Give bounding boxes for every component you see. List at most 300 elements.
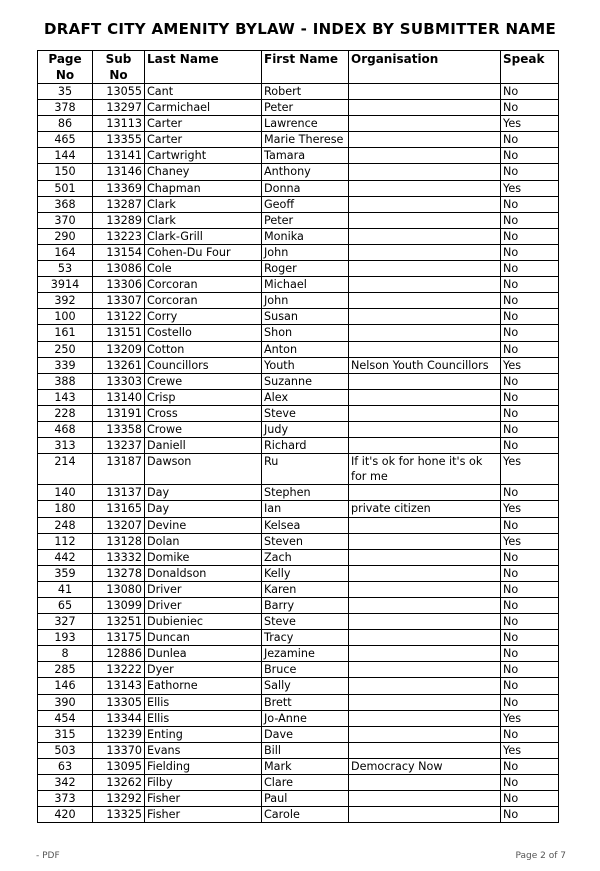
cell-organisation [349, 148, 501, 164]
cell-sub-no: 13325 [93, 807, 145, 823]
cell-page-no: 368 [38, 196, 93, 212]
cell-speak: No [501, 309, 559, 325]
cell-speak: Yes [501, 501, 559, 517]
table-row [38, 373, 559, 389]
table-row [38, 164, 559, 180]
cell-speak: No [501, 84, 559, 100]
cell-last-name: Dyer [145, 662, 262, 678]
cell-page-no: 388 [38, 373, 93, 389]
cell-last-name: Dawson [145, 454, 262, 485]
cell-page-no: 144 [38, 148, 93, 164]
cell-page-no: 100 [38, 309, 93, 325]
cell-first-name: Clare [262, 775, 349, 791]
cell-organisation [349, 581, 501, 597]
cell-page-no: 180 [38, 501, 93, 517]
cell-organisation [349, 694, 501, 710]
cell-sub-no: 13289 [93, 212, 145, 228]
cell-page-no: 8 [38, 646, 93, 662]
cell-speak: No [501, 132, 559, 148]
page-title: DRAFT CITY AMENITY BYLAW - INDEX BY SUBMITTER NAME [43, 20, 557, 38]
cell-first-name: Lawrence [262, 116, 349, 132]
cell-sub-no: 13297 [93, 100, 145, 116]
cell-page-no: 250 [38, 341, 93, 357]
cell-first-name: Sally [262, 678, 349, 694]
cell-last-name: Cant [145, 84, 262, 100]
cell-sub-no: 13113 [93, 116, 145, 132]
cell-page-no: 228 [38, 405, 93, 421]
cell-last-name: Clark-Grill [145, 228, 262, 244]
table-row [38, 565, 559, 581]
cell-first-name: Judy [262, 421, 349, 437]
cell-first-name: Paul [262, 791, 349, 807]
table-row [38, 132, 559, 148]
cell-organisation [349, 646, 501, 662]
cell-page-no: 342 [38, 775, 93, 791]
cell-first-name: Roger [262, 261, 349, 277]
header-last-name: Last Name [145, 51, 262, 84]
cell-page-no: 454 [38, 710, 93, 726]
cell-speak: No [501, 791, 559, 807]
cell-organisation [349, 84, 501, 100]
table-row [38, 710, 559, 726]
cell-last-name: Day [145, 485, 262, 501]
cell-last-name: Costello [145, 325, 262, 341]
cell-speak: No [501, 405, 559, 421]
cell-last-name: Enting [145, 726, 262, 742]
cell-sub-no: 13307 [93, 293, 145, 309]
cell-first-name: Anthony [262, 164, 349, 180]
cell-organisation [349, 742, 501, 758]
cell-page-no: 370 [38, 212, 93, 228]
cell-sub-no: 13237 [93, 438, 145, 454]
cell-page-no: 86 [38, 116, 93, 132]
cell-organisation [349, 533, 501, 549]
cell-organisation [349, 485, 501, 501]
cell-page-no: 193 [38, 630, 93, 646]
header-speak: Speak [501, 51, 559, 84]
cell-organisation [349, 293, 501, 309]
cell-sub-no: 13137 [93, 485, 145, 501]
cell-organisation [349, 791, 501, 807]
cell-sub-no: 13099 [93, 598, 145, 614]
cell-organisation: Democracy Now [349, 758, 501, 774]
cell-last-name: Ellis [145, 694, 262, 710]
cell-page-no: 290 [38, 228, 93, 244]
cell-last-name: Driver [145, 598, 262, 614]
cell-speak: No [501, 662, 559, 678]
cell-speak: No [501, 325, 559, 341]
cell-last-name: Cohen-Du Four [145, 244, 262, 260]
table-row [38, 581, 559, 597]
cell-speak: No [501, 438, 559, 454]
cell-first-name: Shon [262, 325, 349, 341]
cell-sub-no: 13175 [93, 630, 145, 646]
cell-organisation [349, 132, 501, 148]
cell-sub-no: 13303 [93, 373, 145, 389]
cell-page-no: 35 [38, 84, 93, 100]
cell-last-name: Cole [145, 261, 262, 277]
table-row [38, 389, 559, 405]
cell-last-name: Driver [145, 581, 262, 597]
cell-organisation [349, 180, 501, 196]
cell-page-no: 390 [38, 694, 93, 710]
cell-first-name: John [262, 293, 349, 309]
cell-last-name: Day [145, 501, 262, 517]
cell-page-no: 146 [38, 678, 93, 694]
table-header-row [38, 51, 559, 84]
cell-last-name: Devine [145, 517, 262, 533]
cell-first-name: Geoff [262, 196, 349, 212]
cell-last-name: Fielding [145, 758, 262, 774]
cell-page-no: 65 [38, 598, 93, 614]
cell-organisation [349, 438, 501, 454]
table-body [38, 84, 559, 823]
cell-last-name: Carter [145, 132, 262, 148]
cell-first-name: Donna [262, 180, 349, 196]
cell-last-name: Corcoran [145, 293, 262, 309]
cell-last-name: Crowe [145, 421, 262, 437]
cell-sub-no: 13207 [93, 517, 145, 533]
cell-page-no: 285 [38, 662, 93, 678]
cell-last-name: Filby [145, 775, 262, 791]
table-row [38, 261, 559, 277]
cell-sub-no: 13151 [93, 325, 145, 341]
cell-speak: Yes [501, 180, 559, 196]
cell-first-name: Jezamine [262, 646, 349, 662]
cell-sub-no: 13223 [93, 228, 145, 244]
cell-organisation [349, 614, 501, 630]
cell-first-name: Richard [262, 438, 349, 454]
cell-page-no: 465 [38, 132, 93, 148]
table-row [38, 100, 559, 116]
cell-page-no: 41 [38, 581, 93, 597]
cell-sub-no: 13358 [93, 421, 145, 437]
cell-page-no: 63 [38, 758, 93, 774]
table-row [38, 454, 559, 485]
cell-last-name: Councillors [145, 357, 262, 373]
cell-sub-no: 13165 [93, 501, 145, 517]
table-row [38, 678, 559, 694]
cell-sub-no: 13086 [93, 261, 145, 277]
cell-last-name: Crewe [145, 373, 262, 389]
cell-last-name: Crisp [145, 389, 262, 405]
cell-organisation [349, 565, 501, 581]
cell-organisation: Nelson Youth Councillors [349, 357, 501, 373]
cell-first-name: Suzanne [262, 373, 349, 389]
cell-first-name: Monika [262, 228, 349, 244]
cell-sub-no: 13306 [93, 277, 145, 293]
cell-first-name: Barry [262, 598, 349, 614]
table-row [38, 791, 559, 807]
table-row [38, 421, 559, 437]
cell-page-no: 214 [38, 454, 93, 485]
table-row [38, 438, 559, 454]
cell-page-no: 112 [38, 533, 93, 549]
cell-speak: No [501, 341, 559, 357]
cell-organisation [349, 196, 501, 212]
cell-last-name: Duncan [145, 630, 262, 646]
table-row [38, 212, 559, 228]
cell-page-no: 420 [38, 807, 93, 823]
cell-first-name: Dave [262, 726, 349, 742]
cell-sub-no: 13222 [93, 662, 145, 678]
cell-page-no: 315 [38, 726, 93, 742]
cell-sub-no: 13095 [93, 758, 145, 774]
cell-sub-no: 13146 [93, 164, 145, 180]
cell-first-name: Mark [262, 758, 349, 774]
cell-speak: Yes [501, 357, 559, 373]
cell-last-name: Fisher [145, 791, 262, 807]
cell-organisation [349, 244, 501, 260]
table-row [38, 533, 559, 549]
cell-speak: No [501, 630, 559, 646]
cell-speak: Yes [501, 454, 559, 485]
cell-first-name: Steve [262, 614, 349, 630]
cell-organisation [349, 421, 501, 437]
cell-speak: No [501, 758, 559, 774]
table-row [38, 517, 559, 533]
cell-sub-no: 13292 [93, 791, 145, 807]
cell-page-no: 501 [38, 180, 93, 196]
cell-sub-no: 13191 [93, 405, 145, 421]
table-row [38, 341, 559, 357]
cell-speak: No [501, 228, 559, 244]
cell-organisation: private citizen [349, 501, 501, 517]
cell-page-no: 359 [38, 565, 93, 581]
cell-speak: Yes [501, 533, 559, 549]
cell-sub-no: 13055 [93, 84, 145, 100]
cell-speak: No [501, 678, 559, 694]
cell-last-name: Cotton [145, 341, 262, 357]
cell-page-no: 140 [38, 485, 93, 501]
cell-last-name: Chapman [145, 180, 262, 196]
table-row [38, 293, 559, 309]
cell-first-name: Robert [262, 84, 349, 100]
table-row [38, 646, 559, 662]
table-row [38, 549, 559, 565]
header-sub-no: Sub No [93, 51, 145, 84]
cell-speak: No [501, 261, 559, 277]
cell-sub-no: 13332 [93, 549, 145, 565]
cell-sub-no: 13080 [93, 581, 145, 597]
header-first-name: First Name [262, 51, 349, 84]
cell-speak: No [501, 775, 559, 791]
cell-last-name: Dolan [145, 533, 262, 549]
cell-speak: No [501, 148, 559, 164]
table-row [38, 662, 559, 678]
cell-page-no: 378 [38, 100, 93, 116]
cell-first-name: Tracy [262, 630, 349, 646]
cell-last-name: Cartwright [145, 148, 262, 164]
cell-sub-no: 13355 [93, 132, 145, 148]
cell-organisation [349, 678, 501, 694]
table-row [38, 485, 559, 501]
cell-last-name: Chaney [145, 164, 262, 180]
cell-sub-no: 13261 [93, 357, 145, 373]
table-row [38, 405, 559, 421]
cell-speak: No [501, 164, 559, 180]
cell-last-name: Corcoran [145, 277, 262, 293]
cell-organisation [349, 662, 501, 678]
cell-page-no: 150 [38, 164, 93, 180]
cell-organisation [349, 341, 501, 357]
cell-speak: No [501, 598, 559, 614]
cell-organisation [349, 100, 501, 116]
cell-page-no: 161 [38, 325, 93, 341]
cell-sub-no: 12886 [93, 646, 145, 662]
cell-speak: No [501, 373, 559, 389]
cell-page-no: 313 [38, 438, 93, 454]
cell-sub-no: 13262 [93, 775, 145, 791]
cell-first-name: Anton [262, 341, 349, 357]
cell-sub-no: 13370 [93, 742, 145, 758]
cell-speak: No [501, 581, 559, 597]
cell-organisation: If it's ok for hone it's ok for me [349, 454, 501, 485]
cell-speak: No [501, 726, 559, 742]
submitter-index-table [37, 50, 559, 823]
cell-sub-no: 13287 [93, 196, 145, 212]
cell-organisation [349, 212, 501, 228]
cell-speak: No [501, 565, 559, 581]
cell-first-name: Bill [262, 742, 349, 758]
table-row [38, 694, 559, 710]
cell-sub-no: 13251 [93, 614, 145, 630]
cell-first-name: Susan [262, 309, 349, 325]
cell-speak: No [501, 389, 559, 405]
cell-last-name: Clark [145, 212, 262, 228]
cell-first-name: Marie Therese [262, 132, 349, 148]
cell-last-name: Cross [145, 405, 262, 421]
cell-last-name: Corry [145, 309, 262, 325]
table-row [38, 726, 559, 742]
cell-page-no: 248 [38, 517, 93, 533]
table-row [38, 598, 559, 614]
cell-sub-no: 13187 [93, 454, 145, 485]
cell-first-name: Alex [262, 389, 349, 405]
cell-organisation [349, 309, 501, 325]
cell-page-no: 53 [38, 261, 93, 277]
cell-organisation [349, 710, 501, 726]
cell-speak: No [501, 244, 559, 260]
table-row [38, 775, 559, 791]
table-row [38, 614, 559, 630]
cell-first-name: Tamara [262, 148, 349, 164]
cell-last-name: Donaldson [145, 565, 262, 581]
table-row [38, 180, 559, 196]
cell-last-name: Fisher [145, 807, 262, 823]
cell-organisation [349, 726, 501, 742]
cell-speak: No [501, 277, 559, 293]
cell-page-no: 164 [38, 244, 93, 260]
cell-first-name: Michael [262, 277, 349, 293]
cell-sub-no: 13209 [93, 341, 145, 357]
table-row [38, 758, 559, 774]
cell-first-name: Kelsea [262, 517, 349, 533]
cell-organisation [349, 807, 501, 823]
cell-page-no: 392 [38, 293, 93, 309]
cell-sub-no: 13239 [93, 726, 145, 742]
cell-page-no: 442 [38, 549, 93, 565]
footer-page-number: Page 2 of 7 [515, 851, 566, 861]
cell-speak: No [501, 196, 559, 212]
cell-speak: No [501, 646, 559, 662]
cell-first-name: Steven [262, 533, 349, 549]
cell-sub-no: 13369 [93, 180, 145, 196]
cell-speak: No [501, 807, 559, 823]
table-row [38, 325, 559, 341]
cell-page-no: 143 [38, 389, 93, 405]
cell-first-name: Stephen [262, 485, 349, 501]
cell-organisation [349, 775, 501, 791]
cell-last-name: Evans [145, 742, 262, 758]
cell-first-name: John [262, 244, 349, 260]
cell-speak: Yes [501, 742, 559, 758]
cell-page-no: 503 [38, 742, 93, 758]
footer-source: - PDF [36, 851, 60, 861]
cell-first-name: Carole [262, 807, 349, 823]
cell-page-no: 468 [38, 421, 93, 437]
cell-organisation [349, 228, 501, 244]
table-row [38, 309, 559, 325]
cell-sub-no: 13128 [93, 533, 145, 549]
cell-last-name: Ellis [145, 710, 262, 726]
header-organisation: Organisation [349, 51, 501, 84]
table-row [38, 277, 559, 293]
table-row [38, 116, 559, 132]
cell-sub-no: 13141 [93, 148, 145, 164]
cell-organisation [349, 389, 501, 405]
cell-sub-no: 13140 [93, 389, 145, 405]
cell-last-name: Carmichael [145, 100, 262, 116]
cell-speak: No [501, 100, 559, 116]
cell-speak: No [501, 485, 559, 501]
cell-organisation [349, 630, 501, 646]
table-row [38, 630, 559, 646]
cell-first-name: Steve [262, 405, 349, 421]
cell-last-name: Dubieniec [145, 614, 262, 630]
cell-speak: No [501, 549, 559, 565]
cell-first-name: Karen [262, 581, 349, 597]
table-row [38, 196, 559, 212]
cell-first-name: Bruce [262, 662, 349, 678]
cell-organisation [349, 116, 501, 132]
table-row [38, 807, 559, 823]
cell-page-no: 373 [38, 791, 93, 807]
cell-organisation [349, 277, 501, 293]
cell-sub-no: 13344 [93, 710, 145, 726]
cell-speak: No [501, 293, 559, 309]
cell-speak: No [501, 694, 559, 710]
cell-last-name: Carter [145, 116, 262, 132]
cell-sub-no: 13154 [93, 244, 145, 260]
cell-page-no: 3914 [38, 277, 93, 293]
cell-sub-no: 13305 [93, 694, 145, 710]
cell-organisation [349, 261, 501, 277]
cell-first-name: Zach [262, 549, 349, 565]
cell-page-no: 327 [38, 614, 93, 630]
cell-last-name: Dunlea [145, 646, 262, 662]
table-row [38, 501, 559, 517]
cell-first-name: Kelly [262, 565, 349, 581]
table-row [38, 742, 559, 758]
cell-organisation [349, 373, 501, 389]
cell-speak: No [501, 212, 559, 228]
cell-first-name: Brett [262, 694, 349, 710]
cell-speak: No [501, 421, 559, 437]
cell-last-name: Domike [145, 549, 262, 565]
cell-first-name: Ru [262, 454, 349, 485]
cell-speak: Yes [501, 710, 559, 726]
